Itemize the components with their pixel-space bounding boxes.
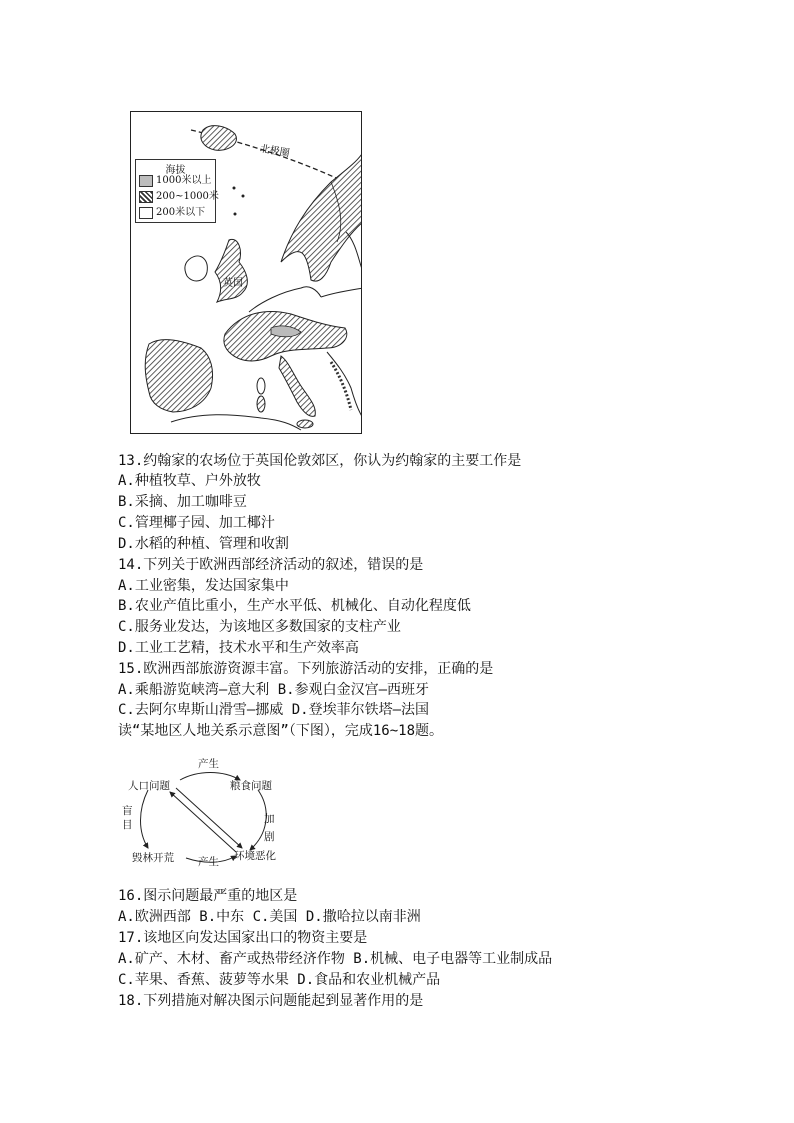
arrow-population-to-environment (176, 788, 242, 848)
legend-title: 海拔 (165, 165, 186, 176)
legend-item-mid: 200~1000米 (139, 190, 219, 203)
legend-item-low: 200米以下 (139, 206, 205, 219)
map-legend (135, 159, 219, 223)
legend-item-high: 1000米以上 (139, 174, 211, 187)
legend-swatch-mid (139, 191, 153, 203)
iberia-shape (145, 340, 212, 412)
node-deforestation: 毁林开荒 (132, 852, 174, 864)
question-15-options-cd: C.去阿尔卑斯山滑雪—挪威 D.登埃菲尔铁塔—法国 (118, 702, 429, 718)
europe-elevation-map (130, 111, 362, 434)
question-17-options-ab: A.矿产、木材、畜产或热带经济作物 B.机械、电子电器等工业制成品 (118, 951, 553, 967)
human-land-relationship-diagram (118, 752, 298, 872)
node-environment: 环境恶化 (234, 850, 276, 862)
question-13-option-d: D.水稻的种植、管理和收割 (118, 536, 289, 552)
question-13-option-c: C.管理椰子园、加工椰汁 (118, 515, 275, 531)
uk-label: 英国 (223, 278, 243, 289)
question-18: 18.下列措施对解决图示问题能起到显著作用的是 (118, 993, 424, 1009)
arrow-population-to-deforestation (141, 790, 149, 848)
legend-swatch-low (139, 207, 153, 219)
edge-label-right: 加剧 (264, 813, 275, 843)
question-17: 17.该地区向发达国家出口的物资主要是 (118, 930, 368, 946)
question-14-option-a: A.工业密集，发达国家集中 (118, 578, 289, 594)
question-16-options: A.欧洲西部 B.中东 C.美国 D.撒哈拉以南非洲 (118, 909, 421, 925)
italy-shape (279, 356, 315, 416)
question-15-options-ab: A.乘船游览峡湾—意大利 B.参观白金汉宫—西班牙 (118, 682, 429, 698)
question-14-option-d: D.工业工艺精，技术水平和生产效率高 (118, 640, 359, 656)
node-population: 人口问题 (128, 780, 170, 792)
edge-label-top: 产生 (198, 758, 219, 770)
edge-label-left: 盲目 (122, 805, 133, 831)
question-17-options-cd: C.苹果、香蕉、菠萝等水果 D.食品和农业机械产品 (118, 972, 441, 988)
question-15: 15.欧洲西部旅游资源丰富。下列旅游活动的安排，正确的是 (118, 661, 494, 677)
diagram-instruction: 读“某地区人地关系示意图”（下图），完成16~18题。 (118, 723, 443, 739)
question-14-option-c: C.服务业发达，为该地区多数国家的支柱产业 (118, 619, 401, 635)
legend-swatch-high (139, 175, 153, 187)
question-13-option-a: A.种植牧草、户外放牧 (118, 473, 261, 489)
question-16: 16.图示问题最严重的地区是 (118, 888, 298, 904)
great-britain-shape (215, 239, 247, 302)
node-food: 粮食问题 (230, 780, 272, 792)
question-14: 14.下列关于欧洲西部经济活动的叙述，错误的是 (118, 557, 424, 573)
question-14-option-b: B.农业产值比重小，生产水平低、机械化、自动化程度低 (118, 598, 471, 614)
question-13-option-b: B.采摘、加工咖啡豆 (118, 494, 247, 510)
question-13: 13.约翰家的农场位于英国伦敦郊区，你认为约翰家的主要工作是 (118, 453, 522, 469)
iceland-shape (201, 126, 237, 151)
arrow-environment-to-population (170, 792, 236, 852)
edge-label-bottom: 产生 (198, 856, 219, 868)
ireland-shape (185, 256, 207, 281)
arctic-circle-label: 北极圈 (258, 143, 291, 160)
